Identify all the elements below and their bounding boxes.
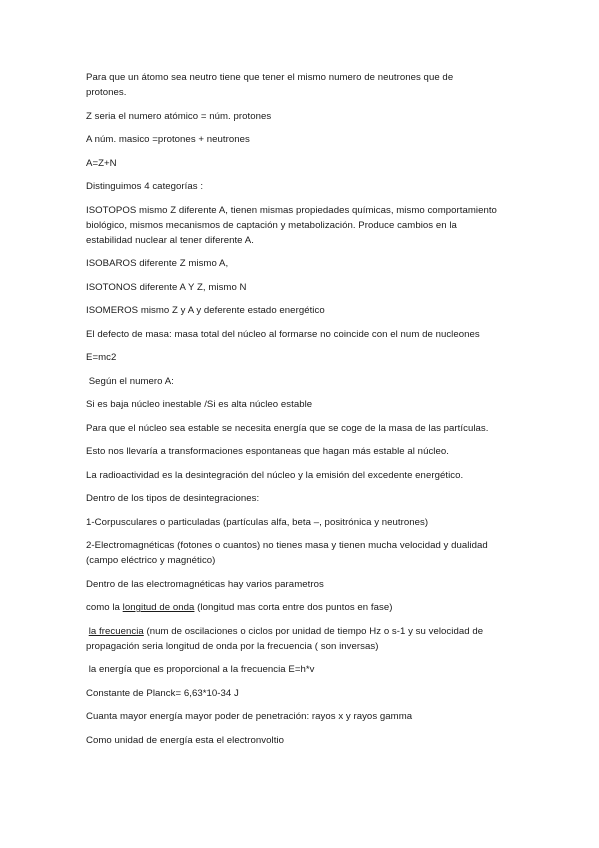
text-line: Dentro de los tipos de desintegraciones: bbox=[86, 493, 260, 504]
paragraph bbox=[86, 577, 526, 592]
text-line: Distinguimos 4 categorías : bbox=[86, 181, 204, 192]
text-line: la energía que es proporcional a la frecuencia E=h*v bbox=[86, 664, 315, 675]
text-line: Según el numero A: bbox=[86, 375, 174, 387]
text-line: estabilidad nuclear al tener diferente A. bbox=[86, 234, 254, 246]
paragraph bbox=[86, 444, 526, 459]
text-run: (num de oscilaciones o ciclos por unidad de tiempo Hz o s-1 y su velocidad de bbox=[143, 625, 484, 637]
text-line: Si es baja núcleo inestable /Si es alta núcleo estable bbox=[86, 399, 313, 410]
paragraph bbox=[86, 350, 526, 365]
paragraph bbox=[86, 374, 526, 389]
text-line: 1-Corpusculares o particuladas (partículas alfa, beta –, positrónica y neutrones) bbox=[86, 516, 429, 528]
text-line: La radioactividad es la desintegración del núcleo y la emisión del excedente energético. bbox=[86, 469, 464, 481]
paragraph bbox=[86, 179, 526, 194]
paragraph-frecuencia bbox=[86, 624, 526, 654]
paragraph bbox=[86, 686, 526, 701]
text-run: (longitud mas corta entre dos puntos en fase) bbox=[194, 602, 393, 613]
underlined-term: la frecuencia bbox=[88, 625, 144, 637]
text-line: Cuanta mayor energía mayor poder de penetración: rayos x y rayos gamma bbox=[86, 711, 413, 722]
text-line: A núm. masico =protones + neutrones bbox=[86, 134, 250, 145]
text-line: protones. bbox=[86, 87, 127, 98]
underlined-term: longitud de onda bbox=[122, 602, 195, 613]
text-line: biológico, mismos mecanismos de captación y metabolización. Produce cambios en la bbox=[86, 219, 457, 231]
paragraph bbox=[86, 397, 526, 412]
paragraph bbox=[86, 70, 526, 100]
paragraph bbox=[86, 733, 526, 748]
paragraph bbox=[86, 327, 526, 342]
paragraph bbox=[86, 662, 526, 677]
text-line: Constante de Planck= 6,63*10-34 J bbox=[86, 687, 239, 699]
paragraph bbox=[86, 156, 526, 171]
paragraph bbox=[86, 109, 526, 124]
text-line: Dentro de las electromagnéticas hay varios parametros bbox=[86, 578, 324, 590]
paragraph-longitud-onda bbox=[86, 600, 526, 615]
text-line: Para que el núcleo sea estable se necesita energía que se coge de la masa de las partículas. bbox=[86, 422, 489, 434]
paragraph bbox=[86, 515, 526, 530]
paragraph bbox=[86, 468, 526, 483]
text-run: como la bbox=[86, 602, 123, 613]
paragraph bbox=[86, 709, 526, 724]
document-body bbox=[86, 70, 526, 756]
paragraph bbox=[86, 132, 526, 147]
text-line: Esto nos llevaría a transformaciones espontaneas que hagan más estable al núcleo. bbox=[86, 446, 449, 457]
text-line: ISOTOPOS mismo Z diferente A, tienen mismas propiedades químicas, mismo comportamiento bbox=[86, 204, 497, 216]
paragraph bbox=[86, 203, 526, 248]
paragraph-group bbox=[86, 662, 526, 748]
paragraph bbox=[86, 538, 526, 568]
paragraph bbox=[86, 256, 526, 271]
text-line: Como unidad de energía esta el electronvoltio bbox=[86, 734, 284, 746]
paragraph bbox=[86, 303, 526, 318]
text-line: ISOTONOS diferente A Y Z, mismo N bbox=[86, 281, 247, 293]
text-line: ISOBAROS diferente Z mismo A, bbox=[86, 258, 229, 269]
paragraph bbox=[86, 421, 526, 436]
text-line: 2-Electromagnéticas (fotones o cuantos) no tienes masa y tienen mucha velocidad y dualidad bbox=[86, 540, 488, 551]
text-line: ISOMEROS mismo Z y A y deferente estado energético bbox=[86, 305, 325, 316]
text-line: El defecto de masa: masa total del núcleo al formarse no coincide con el num de nucleones bbox=[86, 328, 480, 340]
paragraph bbox=[86, 491, 526, 506]
text-line: (campo eléctrico y magnético) bbox=[86, 555, 216, 566]
paragraph bbox=[86, 280, 526, 295]
text-line: Z seria el numero atómico = núm. protones bbox=[86, 110, 272, 122]
paragraph-group bbox=[86, 70, 526, 592]
text-line: A=Z+N bbox=[86, 157, 117, 169]
text-line: Para que un átomo sea neutro tiene que tener el mismo numero de neutrones que de bbox=[86, 72, 454, 83]
text-line: propagación seria longitud de onda por la frecuencia ( son inversas) bbox=[86, 640, 379, 652]
text-line: E=mc2 bbox=[86, 352, 117, 363]
